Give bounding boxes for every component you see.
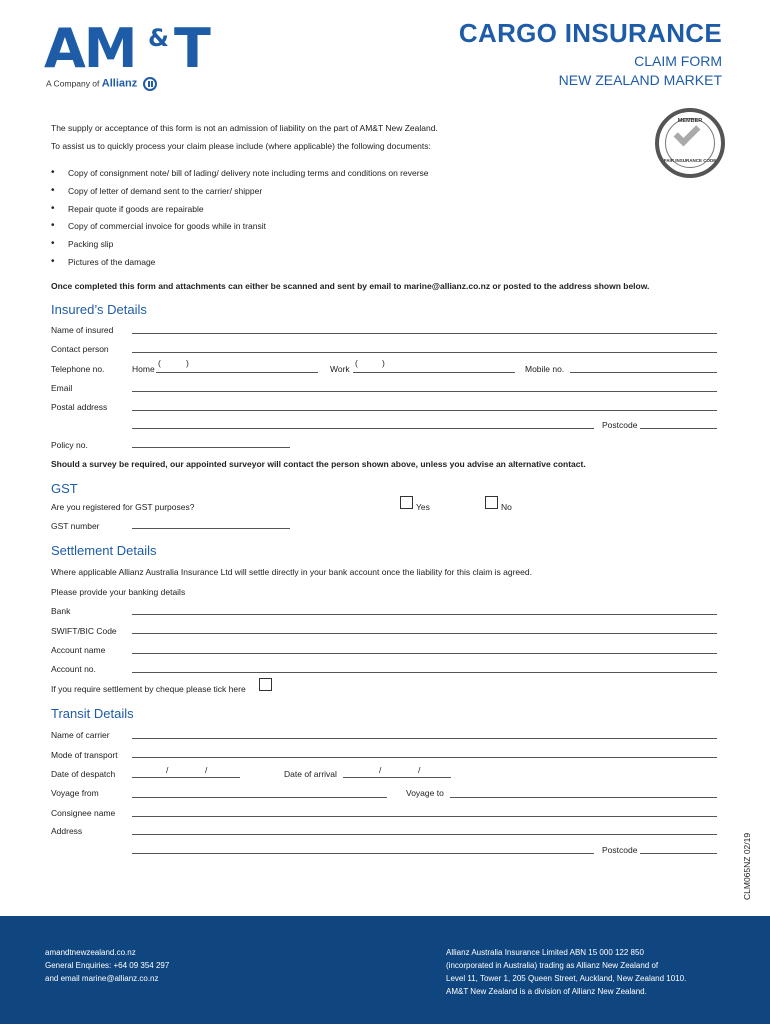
footer-email: and email marine@allianz.co.nz [45, 974, 159, 983]
contact-person-label: Contact person [51, 344, 109, 354]
bank-field[interactable] [132, 614, 717, 615]
logo-t: T [174, 17, 209, 80]
cheque-label: If you require settlement by cheque please tick here [51, 684, 246, 694]
name-of-insured-field[interactable] [132, 333, 717, 334]
email-field[interactable] [132, 391, 717, 392]
survey-note: Should a survey be required, our appointed surveyor will contact the person shown above, unless you advise an alternative contact. [51, 459, 586, 469]
home-paren-open: ( [158, 358, 161, 368]
mode-label: Mode of transport [51, 750, 118, 760]
send-note: Once completed this form and attachments can either be scanned and sent by email to marine@allianz.co.nz or posted to the address shown below. [51, 281, 650, 291]
email-label: Email [51, 383, 73, 393]
settlement-heading: Settlement Details [51, 543, 157, 558]
postal-address-label: Postal address [51, 402, 108, 412]
consignee-field[interactable] [132, 816, 717, 817]
arrival-slash-1: / [379, 765, 382, 775]
gst-number-label: GST number [51, 521, 100, 531]
list-item: • Packing slip [51, 239, 429, 257]
banking-details-label: Please provide your banking details [51, 587, 186, 597]
address-label: Address [51, 826, 83, 836]
badge-bottom-text: FAIR INSURANCE CODE [663, 158, 717, 163]
gst-yes-checkbox[interactable] [400, 496, 413, 509]
address-field[interactable] [132, 834, 717, 835]
postal-address-field-2[interactable] [132, 428, 594, 429]
bank-label: Bank [51, 606, 71, 616]
voyage-to-label: Voyage to [406, 788, 444, 798]
despatch-label: Date of despatch [51, 769, 116, 779]
home-label: Home [132, 364, 155, 374]
transit-postcode-label: Postcode [602, 845, 638, 855]
assist-text: To assist us to quickly process your claim please include (where applicable) the following documents: [51, 141, 431, 151]
transit-postcode-field[interactable] [640, 853, 717, 854]
consignee-label: Consignee name [51, 808, 116, 818]
account-no-field[interactable] [132, 672, 717, 673]
name-of-insured-label: Name of insured [51, 325, 114, 335]
logo-am: AM [44, 17, 136, 80]
mode-field[interactable] [132, 757, 717, 758]
cheque-checkbox[interactable] [259, 678, 272, 691]
gst-no-checkbox[interactable] [485, 496, 498, 509]
company-of-text: A Company of [46, 78, 100, 89]
form-code: CLM065NZ 02/19 [742, 832, 752, 900]
footer-enquiries: General Enquiries: +64 09 354 297 [45, 961, 170, 970]
insured-heading: Insured’s Details [51, 302, 147, 317]
swift-label: SWIFT/BIC Code [51, 626, 117, 636]
contact-person-field[interactable] [132, 352, 717, 353]
footer-legal [446, 946, 686, 998]
arrival-label: Date of arrival [284, 769, 337, 779]
gst-question: Are you registered for GST purposes? [51, 502, 195, 512]
address-field-2[interactable] [132, 853, 594, 854]
disclaimer-text: The supply or acceptance of this form is not an admission of liability on the part of AM&T New Zealand. [51, 123, 438, 133]
mobile-field[interactable] [570, 372, 717, 373]
fair-insurance-code-badge [655, 108, 725, 178]
telephone-label: Telephone no. [51, 364, 105, 374]
footer [0, 916, 770, 1024]
despatch-slash-2: / [205, 765, 208, 775]
title-sub2: NEW ZEALAND MARKET [558, 72, 722, 88]
arrival-slash-2: / [418, 765, 421, 775]
list-item: • Repair quote if goods are repairable [51, 204, 429, 222]
gst-yes-label: Yes [416, 502, 430, 512]
work-paren-open: ( [355, 358, 358, 368]
voyage-from-label: Voyage from [51, 788, 99, 798]
footer-website: amandtnewzealand.co.nz [45, 948, 136, 957]
postcode-label: Postcode [602, 420, 638, 430]
work-paren-close: ) [382, 358, 385, 368]
list-item: • Copy of letter of demand sent to the carrier/ shipper [51, 186, 429, 204]
allianz-logo-icon [143, 77, 157, 91]
allianz-text: Allianz [101, 77, 138, 90]
footer-legal-line: (incorporated in Australia) trading as Allianz New Zealand of [446, 961, 659, 970]
settlement-note: Where applicable Allianz Australia Insurance Ltd will settle directly in your bank account once the liability for this claim is agreed. [51, 567, 532, 577]
transit-heading: Transit Details [51, 706, 134, 721]
logo-subline [46, 77, 157, 91]
carrier-field[interactable] [132, 738, 717, 739]
gst-number-field[interactable] [132, 528, 290, 529]
policy-no-label: Policy no. [51, 440, 88, 450]
documents-list [51, 168, 429, 275]
voyage-to-field[interactable] [450, 797, 717, 798]
title-sub1: CLAIM FORM [634, 53, 722, 69]
work-phone-field[interactable] [353, 372, 515, 373]
carrier-label: Name of carrier [51, 730, 110, 740]
list-item: • Copy of commercial invoice for goods while in transit [51, 221, 429, 239]
account-name-label: Account name [51, 645, 106, 655]
gst-heading: GST [51, 481, 78, 496]
policy-no-field[interactable] [132, 447, 290, 448]
footer-contact [45, 946, 169, 985]
account-no-label: Account no. [51, 664, 96, 674]
list-item: • Copy of consignment note/ bill of lading/ delivery note including terms and conditions on reverse [51, 168, 429, 186]
home-paren-close: ) [186, 358, 189, 368]
gst-no-label: No [501, 502, 512, 512]
mobile-label: Mobile no. [525, 364, 565, 374]
despatch-date-field[interactable] [132, 777, 240, 778]
work-label: Work [330, 364, 350, 374]
badge-top-text: MEMBER [677, 118, 703, 124]
footer-legal-line: Allianz Australia Insurance Limited ABN 15 000 122 850 [446, 948, 644, 957]
logo-ampersand: & [148, 24, 169, 52]
despatch-slash-1: / [166, 765, 169, 775]
postcode-field[interactable] [640, 428, 717, 429]
list-item: • Pictures of the damage [51, 257, 429, 275]
form-title [459, 18, 722, 88]
home-phone-field[interactable] [156, 372, 318, 373]
voyage-from-field[interactable] [132, 797, 387, 798]
title-main: CARGO INSURANCE [458, 18, 722, 48]
swift-field[interactable] [132, 633, 717, 634]
footer-legal-line: AM&T New Zealand is a division of Allianz New Zealand. [446, 987, 647, 996]
arrival-date-field[interactable] [343, 777, 451, 778]
account-name-field[interactable] [132, 653, 717, 654]
footer-legal-line: Level 11, Tower 1, 205 Queen Street, Auckland, New Zealand 1010. [446, 974, 687, 983]
postal-address-field[interactable] [132, 410, 717, 411]
